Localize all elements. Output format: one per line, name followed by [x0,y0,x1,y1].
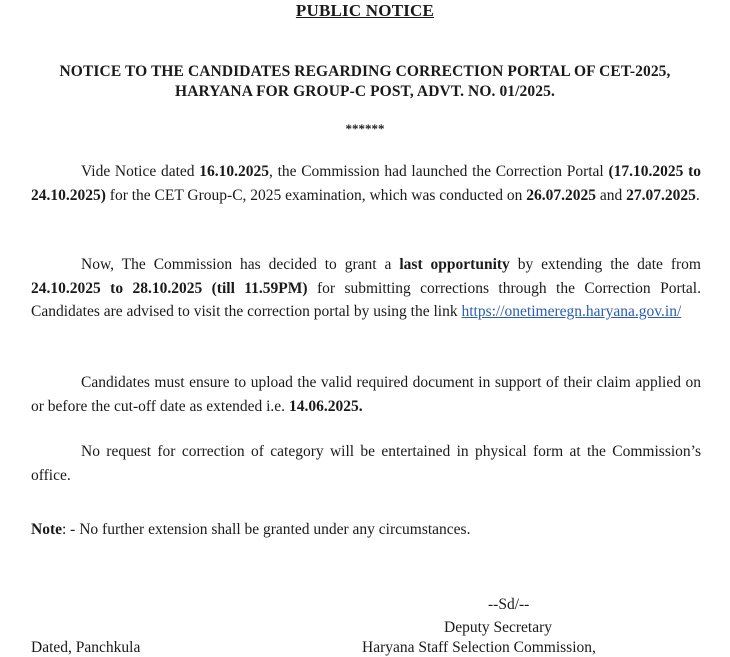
dated-place: Dated, Panchkula [31,639,141,656]
text-run: for the CET Group-C, 2025 examination, which was conducted on [105,186,527,204]
page-title: PUBLIC NOTICE [295,1,435,20]
signatory-designation: Deputy Secretary [444,619,553,636]
text-run: by extending the date from [509,256,701,273]
portal-period: (17.10.2025 to 24.10.2025) [31,163,701,204]
last-opportunity: last opportunity [399,256,510,273]
notice-subject [0,62,730,102]
signatory-organisation: Haryana Staff Selection Commission, [362,639,596,656]
note-text: : - No further extension shall be granted under any circumstances. [62,521,471,538]
paragraph-category [31,440,701,487]
cutoff-date: 14.06.2025. [288,397,363,415]
text-run: and [595,186,627,204]
exam-date-2: 27.07.2025 [626,186,696,204]
text-run: Vide Notice dated [81,163,200,180]
subject-line-2: HARYANA FOR GROUP-C POST, ADVT. NO. 01/2025. [175,83,555,100]
text-run: , the Commission had launched the Correction Portal [268,163,609,180]
paragraph-launch [31,160,701,207]
subject-line-1: NOTICE TO THE CANDIDATES REGARDING CORRECTION PORTAL OF CET-2025, [59,63,671,80]
note-label: Note [31,521,62,538]
signed-mark: --Sd/-- [488,596,530,613]
extended-period: 24.10.2025 to 28.10.2025 (till 11.59PM) [31,279,308,297]
exam-date-1: 26.07.2025 [526,186,596,204]
text-run: for submitting corrections through the Correction Portal. Candidates are advised to visit the correction portal by using the link [31,279,701,320]
text-run: . [695,186,700,204]
paragraph-extension [31,253,701,324]
correction-portal-link[interactable]: https://onetimeregn.haryana.gov.in/ [461,303,682,320]
text-run: Candidates must ensure to upload the valid required document in support of their claim applied on or before the cut-off date as extended i.e. [31,374,701,415]
text-run: Now, The Commission has decided to grant a [81,256,400,273]
separator: ****** [345,121,385,136]
paragraph-documents [31,371,701,418]
text-run: No request for correction of category will be entertained in physical form at the Commission’s office. [31,443,701,484]
note-line [31,518,701,542]
notice-date: 16.10.2025 [199,163,269,180]
